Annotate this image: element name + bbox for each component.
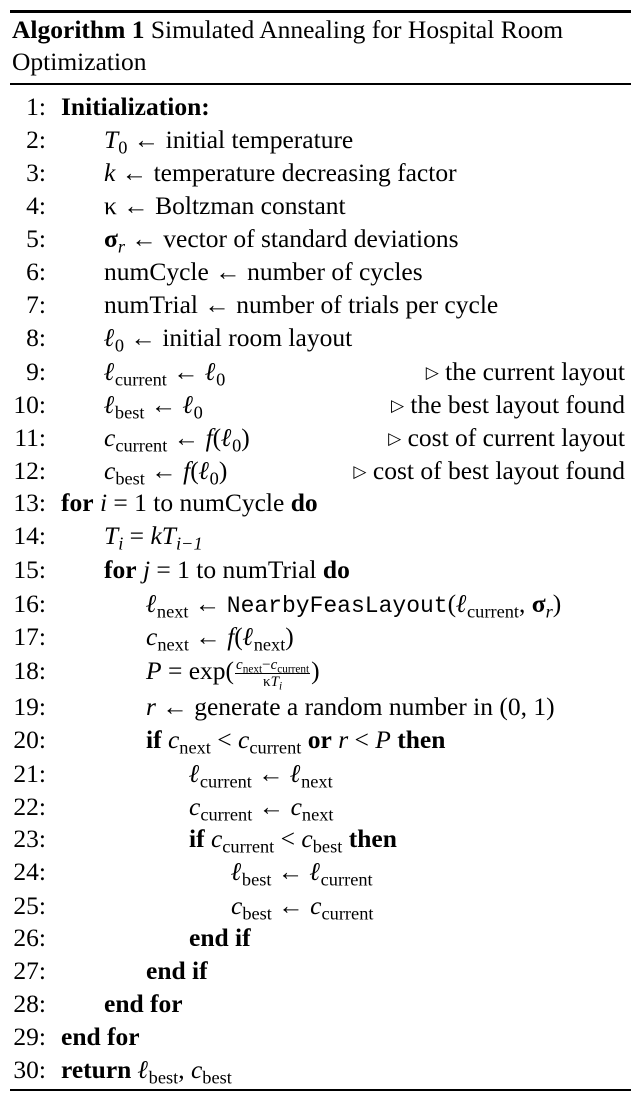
algo-line-24 xyxy=(0,855,641,888)
algo-line-22 xyxy=(0,790,641,823)
line-number: 24: xyxy=(13,857,46,886)
line-code: ℓ$_{best}$ ← ℓ$_0$ xyxy=(104,390,203,423)
line-code: numTrial ← number of trials per cycle xyxy=(104,290,499,319)
line-comment: ▷ the current layout xyxy=(425,357,625,386)
line-number: 23: xyxy=(13,824,46,853)
algo-line-25 xyxy=(0,889,641,922)
algo-line-19 xyxy=(0,690,641,723)
line-code: ℓ$_{current}$ ← ℓ$_0$ xyxy=(104,357,226,390)
line-number: 18: xyxy=(13,656,46,685)
algo-line-17 xyxy=(0,620,641,653)
line-number: 12: xyxy=(13,456,46,485)
line-code: P = exp( $\frac{c_{next}-c_{current}}{\kappa T_i}$ ) xyxy=(146,656,320,693)
line-code: return ℓ$_{best}$, $c_{best}$ xyxy=(61,1055,232,1088)
algo-line-18 xyxy=(0,652,641,693)
line-comment: ▷ cost of current layout xyxy=(388,423,625,452)
line-code: $c_{current}$ ← f(ℓ$_0$) xyxy=(104,423,250,456)
algo-line-8 xyxy=(0,321,641,354)
line-number: 15: xyxy=(13,555,46,584)
top-rule xyxy=(10,10,631,13)
line-code: $c_{best}$ ← f(ℓ$_0$) xyxy=(104,456,228,489)
algo-line-7 xyxy=(0,288,641,321)
algo-line-13 xyxy=(0,486,641,519)
line-number: 5: xyxy=(26,224,46,253)
algo-line-15 xyxy=(0,553,641,586)
line-code: $T_0$ ← initial temperature xyxy=(104,125,354,158)
line-number: 22: xyxy=(13,792,46,821)
line-code: $c_{best}$ ← $c_{current}$ xyxy=(231,891,374,924)
line-number: 1: xyxy=(26,92,46,121)
line-code: for j = 1 to numTrial do xyxy=(104,555,350,584)
algo-line-21 xyxy=(0,757,641,790)
line-code: end if xyxy=(189,923,251,952)
line-code: ℓ$_{current}$ ← ℓ$_{next}$ xyxy=(189,759,333,792)
algo-line-20 xyxy=(0,723,641,756)
line-number: 9: xyxy=(26,357,46,386)
line-code: end if xyxy=(146,956,208,985)
line-code: Initialization: xyxy=(61,92,210,121)
line-number: 26: xyxy=(13,923,46,952)
algo-line-2 xyxy=(0,123,641,156)
line-number: 4: xyxy=(26,191,46,220)
algo-line-12 xyxy=(0,454,641,487)
line-number: 29: xyxy=(13,1022,46,1051)
algo-line-4 xyxy=(0,189,641,222)
line-code: ℓ$_{next}$ ← NearbyFeasLayout(ℓ$_{current}$, $\sigma_r$) xyxy=(146,589,562,622)
line-number: 7: xyxy=(26,290,46,319)
line-code: κ ← Boltzman constant xyxy=(104,191,346,220)
algo-line-11 xyxy=(0,421,641,454)
caption-label: Algorithm 1 xyxy=(12,15,145,44)
line-code: for i = 1 to numCycle do xyxy=(61,488,318,517)
line-number: 25: xyxy=(13,891,46,920)
line-code: end for xyxy=(61,1022,140,1051)
algo-line-6 xyxy=(0,255,641,288)
line-code: ℓ$_0$ ← initial room layout xyxy=(104,323,353,356)
line-code: if $c_{current} < c_{best}$ then xyxy=(189,824,397,857)
algo-line-23 xyxy=(0,822,641,855)
algo-line-28 xyxy=(0,987,641,1020)
algo-line-27 xyxy=(0,954,641,987)
algo-line-16 xyxy=(0,587,641,620)
algo-line-5 xyxy=(0,222,641,255)
line-comment: ▷ cost of best layout found xyxy=(353,456,625,485)
algorithm-caption xyxy=(12,14,627,78)
line-number: 21: xyxy=(13,759,46,788)
line-code: end for xyxy=(104,989,183,1018)
algo-line-1 xyxy=(0,90,641,123)
line-code: ℓ$_{best}$ ← ℓ$_{current}$ xyxy=(231,857,373,890)
line-number: 17: xyxy=(13,622,46,651)
line-number: 16: xyxy=(13,589,46,618)
line-number: 2: xyxy=(26,125,46,154)
line-number: 28: xyxy=(13,989,46,1018)
line-code: $c_{current}$ ← $c_{next}$ xyxy=(189,792,334,825)
line-code: $c_{next}$ ← f(ℓ$_{next}$) xyxy=(146,622,294,655)
bottom-rule xyxy=(10,1089,631,1091)
algo-line-10 xyxy=(0,388,641,421)
line-number: 14: xyxy=(13,521,46,550)
algo-line-14 xyxy=(0,519,641,552)
line-code: k ← temperature decreasing factor xyxy=(104,158,457,187)
line-code: $\sigma_r$ ← vector of standard deviations xyxy=(104,224,459,257)
line-number: 6: xyxy=(26,257,46,286)
line-number: 11: xyxy=(14,423,46,452)
algo-line-30 xyxy=(0,1053,641,1086)
line-number: 30: xyxy=(13,1055,46,1084)
line-code: $T_i = kT_{i-1}$ xyxy=(104,521,203,554)
line-number: 20: xyxy=(13,725,46,754)
line-code: if $c_{next} < c_{current}$ or r < P then xyxy=(146,725,446,758)
algo-line-29 xyxy=(0,1020,641,1053)
line-number: 27: xyxy=(13,956,46,985)
line-code: r ← generate a random number in (0, 1) xyxy=(146,692,555,721)
algo-line-9 xyxy=(0,355,641,388)
fraction: $\frac{c_{next}-c_{current}}{\kappa T_i}$ xyxy=(236,656,310,693)
line-number: 8: xyxy=(26,323,46,352)
line-comment: ▷ the best layout found xyxy=(390,390,625,419)
line-number: 3: xyxy=(26,158,46,187)
caption-rule xyxy=(10,83,631,85)
line-code: numCycle ← number of cycles xyxy=(104,257,423,286)
algo-line-3 xyxy=(0,156,641,189)
algo-line-26 xyxy=(0,921,641,954)
caption-title: Simulated Annealing for Hospital Room Optimization xyxy=(12,15,564,76)
line-number: 19: xyxy=(13,692,46,721)
line-number: 10: xyxy=(13,390,46,419)
line-number: 13: xyxy=(13,488,46,517)
